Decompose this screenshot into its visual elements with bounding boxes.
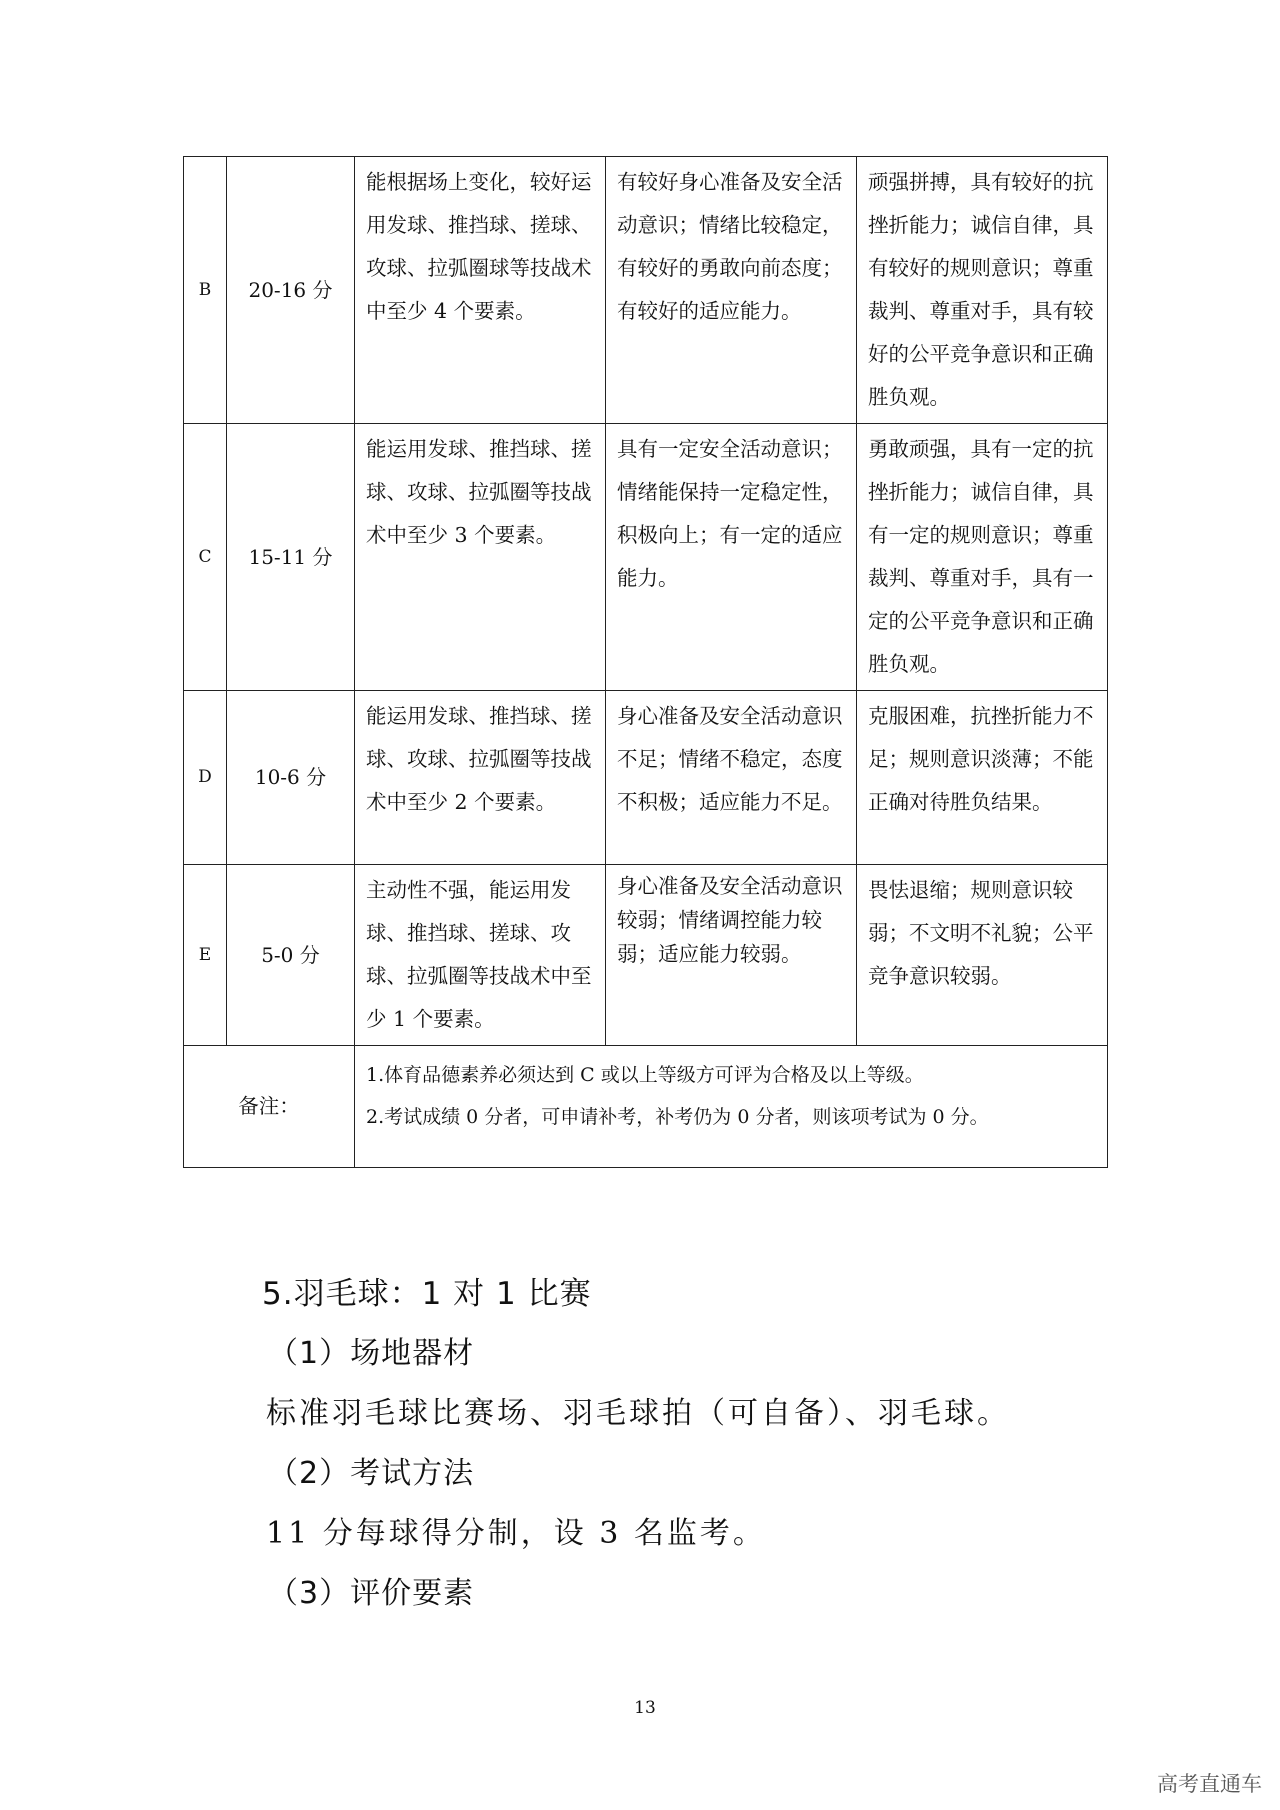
grade-table — [183, 156, 1108, 1168]
notes-row — [184, 1046, 1108, 1168]
venue-text: 标准羽毛球比赛场、羽毛球拍（可自备）、羽毛球。 — [266, 1396, 1010, 1431]
mental-cell: 具有一定安全活动意识；情绪能保持一定稳定性，积极向上；有一定的适应能力。 — [606, 424, 857, 691]
page-number: 13 — [634, 1698, 656, 1718]
method-text: 11 分每球得分制，设 3 名监考。 — [266, 1516, 766, 1551]
skill-cell: 能运用发球、推挡球、搓球、攻球、拉弧圈等技战术中至少 2 个要素。 — [355, 691, 606, 865]
section-heading: 5.羽毛球：1 对 1 比赛 — [262, 1276, 592, 1312]
mental-cell: 身心准备及安全活动意识较弱；情绪调控能力较弱；适应能力较弱。 — [606, 865, 857, 1046]
subheading-method: （2）考试方法 — [268, 1456, 475, 1491]
grade-cell: B — [184, 157, 227, 424]
subheading-venue: （1）场地器材 — [268, 1336, 475, 1371]
skill-cell: 主动性不强，能运用发球、推挡球、搓球、攻球、拉弧圈等技战术中至少 1 个要素。 — [355, 865, 606, 1046]
score-cell: 20-16 分 — [227, 157, 355, 424]
note-line-2: 2.考试成绩 0 分者，可申请补考，补考仍为 0 分者，则该项考试为 0 分。 — [366, 1106, 989, 1128]
notes-cell — [355, 1046, 1108, 1168]
mental-cell: 有较好身心准备及安全活动意识；情绪比较稳定，有较好的勇敢向前态度；有较好的适应能力。 — [606, 157, 857, 424]
grade-cell: E — [184, 865, 227, 1046]
score-cell: 5-0 分 — [227, 865, 355, 1046]
skill-cell: 能根据场上变化，较好运用发球、推挡球、搓球、攻球、拉弧圈球等技战术中至少 4 个要素。 — [355, 157, 606, 424]
table-row — [184, 157, 1108, 424]
mental-cell: 身心准备及安全活动意识不足；情绪不稳定，态度不积极；适应能力不足。 — [606, 691, 857, 865]
notes-label: 备注： — [184, 1046, 355, 1168]
table-row — [184, 691, 1108, 865]
table-row — [184, 424, 1108, 691]
note-line-1: 1.体育品德素养必须达到 C 或以上等级方可评为合格及以上等级。 — [366, 1064, 924, 1086]
score-cell: 10-6 分 — [227, 691, 355, 865]
ethics-cell: 畏怯退缩；规则意识较弱；不文明不礼貌；公平竞争意识较弱。 — [857, 865, 1108, 1046]
subheading-criteria: （3）评价要素 — [268, 1576, 475, 1611]
grade-cell: D — [184, 691, 227, 865]
score-cell: 15-11 分 — [227, 424, 355, 691]
grade-cell: C — [184, 424, 227, 691]
ethics-cell: 克服困难，抗挫折能力不足；规则意识淡薄；不能正确对待胜负结果。 — [857, 691, 1108, 865]
ethics-cell: 勇敢顽强，具有一定的抗挫折能力；诚信自律，具有一定的规则意识；尊重裁判、尊重对手，具有一定的公平竞争意识和正确胜负观。 — [857, 424, 1108, 691]
watermark: 高考直通车 — [1157, 1772, 1262, 1796]
skill-cell: 能运用发球、推挡球、搓球、攻球、拉弧圈等技战术中至少 3 个要素。 — [355, 424, 606, 691]
ethics-cell: 顽强拼搏，具有较好的抗挫折能力；诚信自律，具有较好的规则意识；尊重裁判、尊重对手，具有较好的公平竞争意识和正确胜负观。 — [857, 157, 1108, 424]
table-row — [184, 865, 1108, 1046]
